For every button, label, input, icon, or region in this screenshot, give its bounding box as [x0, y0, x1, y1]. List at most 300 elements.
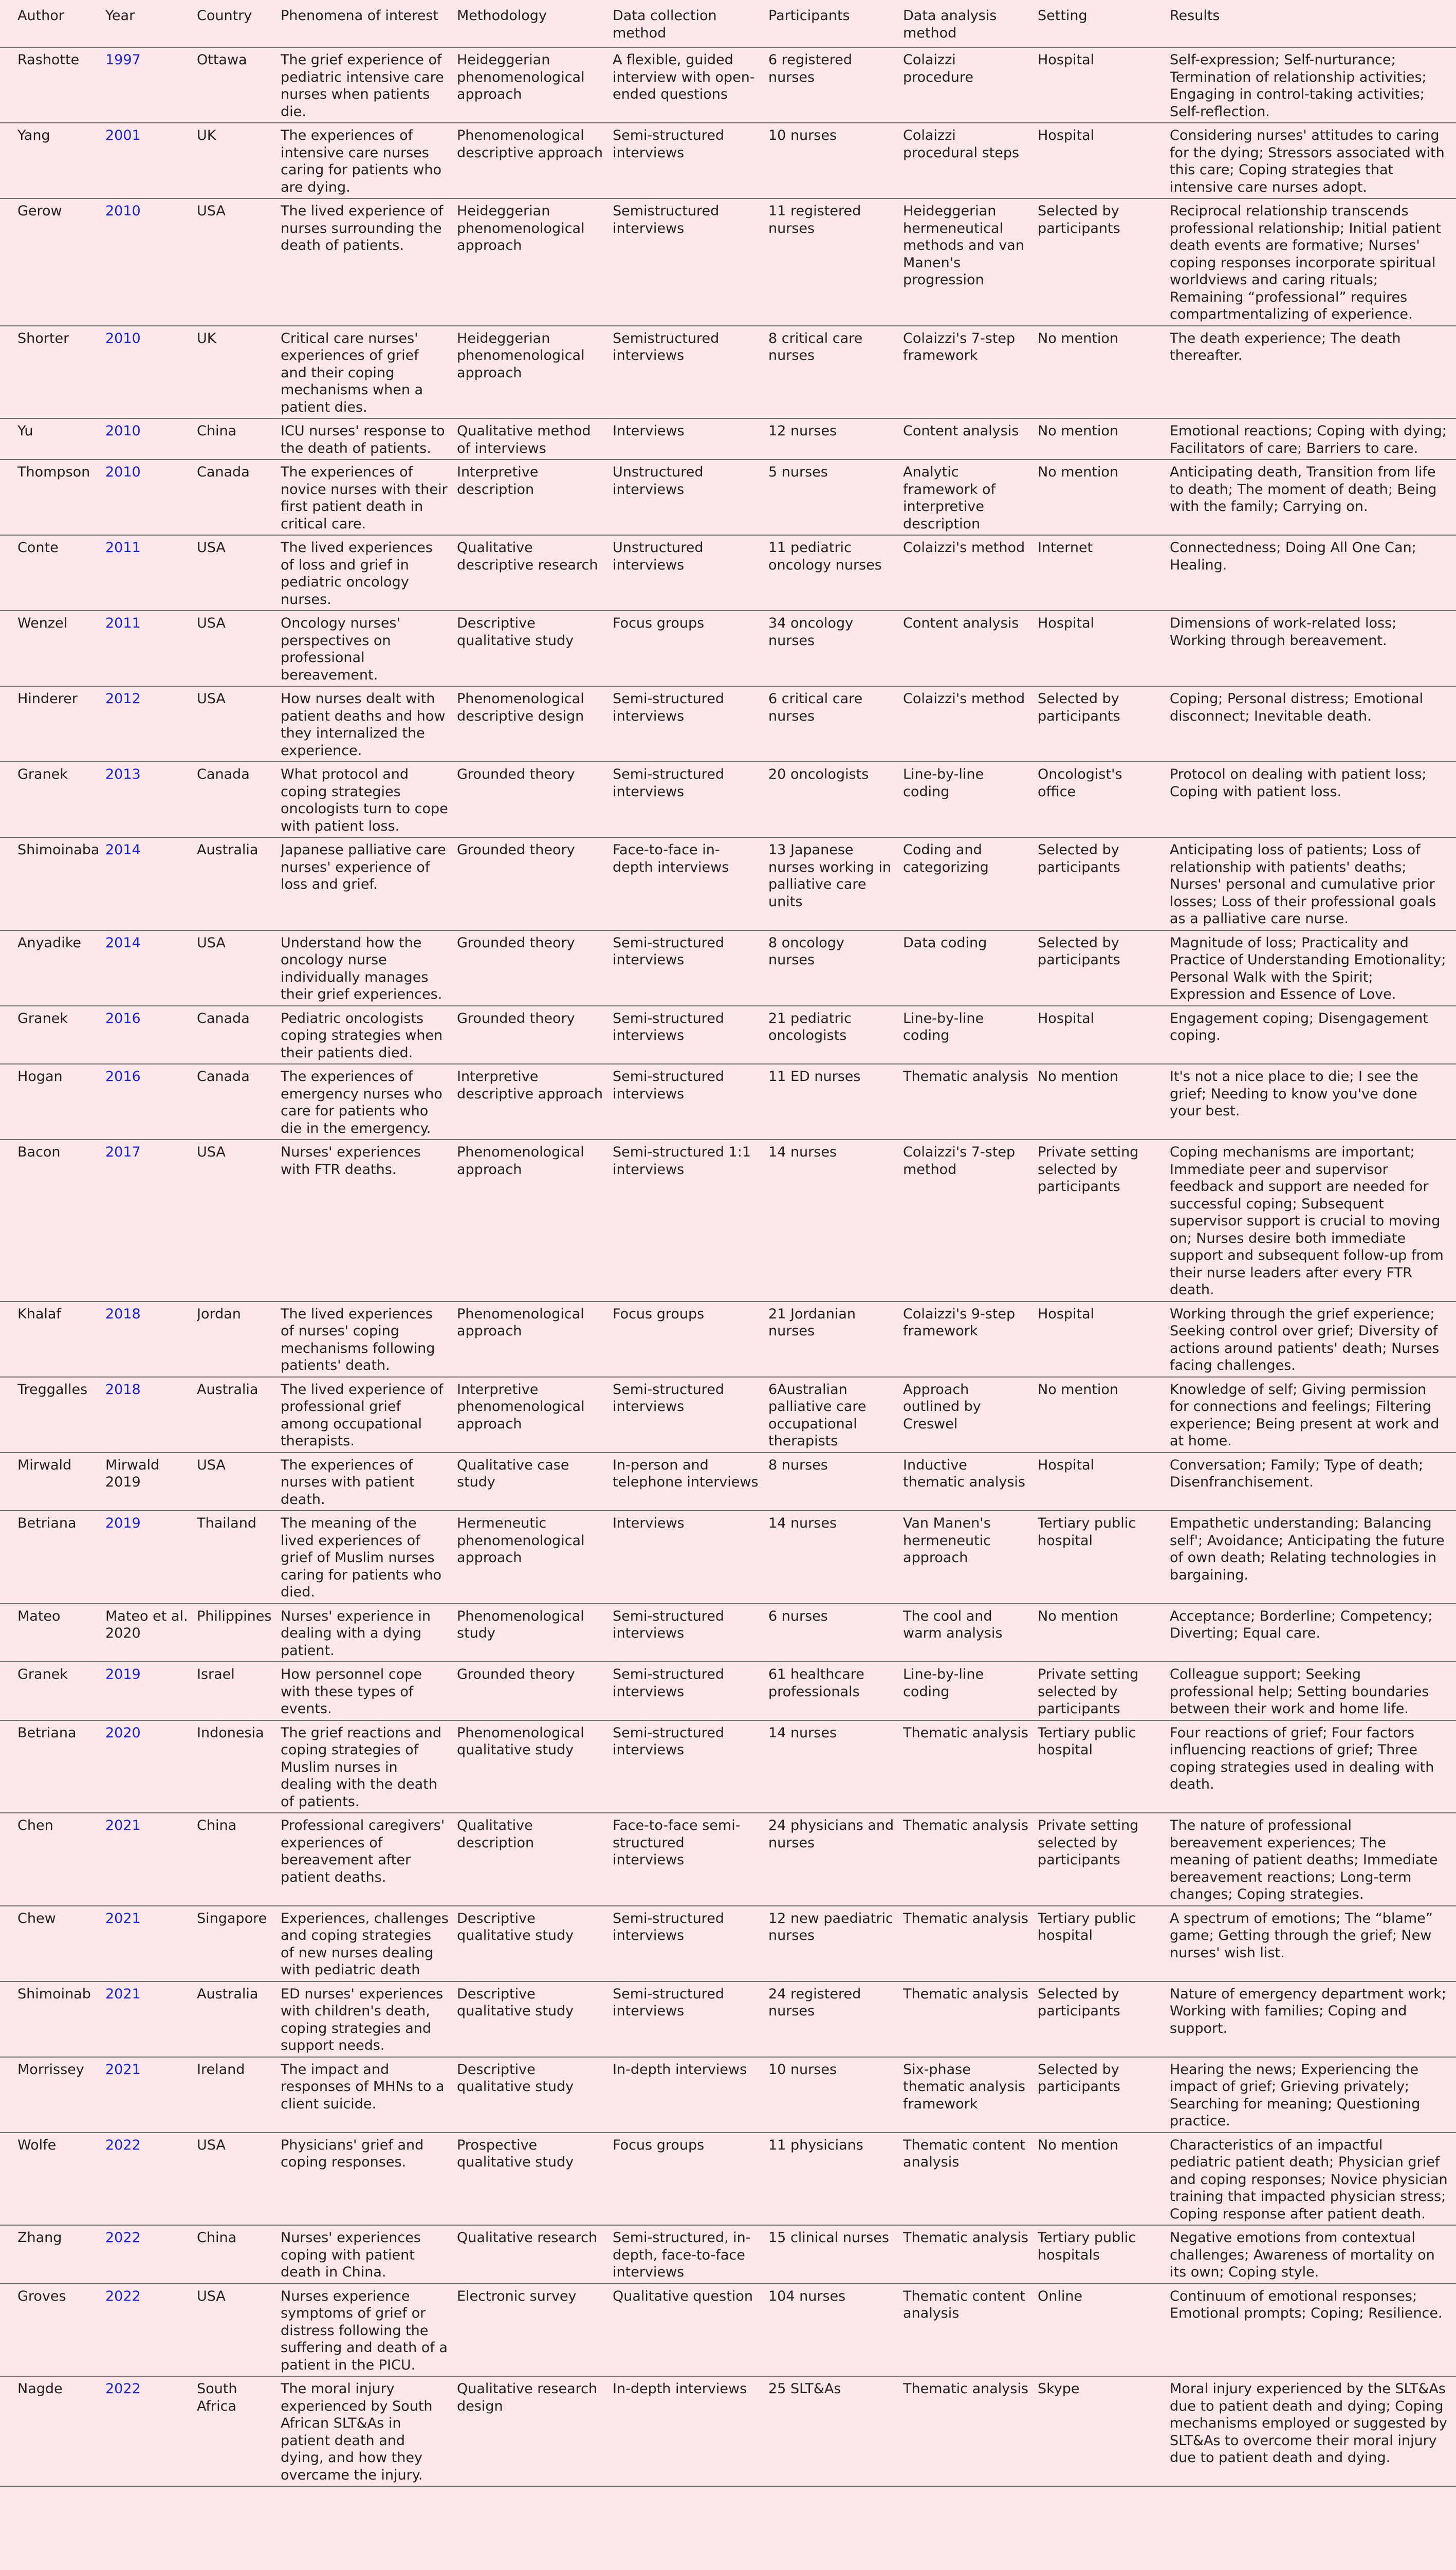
cell-results: Nature of emergency department work; Working with families; Coping and support.: [1170, 1981, 1456, 2057]
cell-data-analysis: Coding and categorizing: [903, 837, 1038, 930]
table-row: [0, 1301, 1456, 1377]
cell-methodology: Prospective qualitative study: [457, 2133, 613, 2226]
cell-data-collection: Unstructured interviews: [613, 535, 768, 611]
cell-phenomena: The grief experience of pediatric intensive care nurses when patients die.: [281, 47, 457, 123]
cell-methodology: Interpretive phenomenological approach: [457, 1377, 613, 1453]
cell-country: China: [197, 1813, 281, 1906]
cell-data-analysis: Analytic framework of interpretive description: [903, 460, 1038, 535]
cell-setting: Tertiary public hospital: [1038, 1720, 1170, 1813]
cell-methodology: Grounded theory: [457, 1662, 613, 1720]
cell-data-analysis: Colaizzi's method: [903, 535, 1038, 611]
table-row: [0, 1006, 1456, 1064]
cell-results: Magnitude of loss; Practicality and Practice of Understanding Emotionality; Personal Walk with the Spirit; Expression and Essence of Love.: [1170, 930, 1456, 1006]
cell-country: USA: [197, 686, 281, 762]
cell-data-analysis: Thematic analysis: [903, 1981, 1038, 2057]
header-results: Results: [1170, 0, 1456, 47]
cell-setting: Selected by participants: [1038, 930, 1170, 1006]
cell-phenomena: What protocol and coping strategies oncologists turn to cope with patient loss.: [281, 762, 457, 837]
cell-year-link[interactable]: 2001: [105, 123, 197, 198]
cell-setting: Private setting selected by participants: [1038, 1813, 1170, 1906]
cell-methodology: Grounded theory: [457, 837, 613, 930]
table-row: [0, 535, 1456, 611]
cell-data-analysis: The cool and warm analysis: [903, 1604, 1038, 1662]
cell-author: Granek: [0, 1006, 105, 1064]
cell-setting: Selected by participants: [1038, 198, 1170, 326]
cell-participants: 12 new paediatric nurses: [768, 1906, 903, 1981]
cell-participants: 24 registered nurses: [768, 1981, 903, 2057]
cell-phenomena: How nurses dealt with patient deaths and how they internalized the experience.: [281, 686, 457, 762]
cell-author: Groves: [0, 2284, 105, 2377]
cell-data-collection: Interviews: [613, 418, 768, 460]
cell-year-link[interactable]: 2010: [105, 198, 197, 326]
cell-year-link[interactable]: 2018: [105, 1377, 197, 1453]
cell-country: Australia: [197, 1377, 281, 1453]
cell-phenomena: The moral injury experienced by South African SLT&As in patient death and dying, and how they overcame the injury.: [281, 2376, 457, 2486]
cell-year-link[interactable]: 2021: [105, 2057, 197, 2133]
cell-methodology: Grounded theory: [457, 930, 613, 1006]
cell-country: Israel: [197, 1662, 281, 1720]
cell-participants: 10 nurses: [768, 2057, 903, 2133]
cell-participants: 13 Japanese nurses working in palliative care units: [768, 837, 903, 930]
cell-setting: Skype: [1038, 2376, 1170, 2486]
cell-phenomena: Pediatric oncologists coping strategies when their patients died.: [281, 1006, 457, 1064]
table-row: [0, 1720, 1456, 1813]
cell-author: Shimoinaba: [0, 837, 105, 930]
cell-country: China: [197, 2225, 281, 2284]
table-row: [0, 418, 1456, 460]
cell-data-collection: Semi-structured interviews: [613, 1377, 768, 1453]
cell-setting: Hospital: [1038, 47, 1170, 123]
cell-phenomena: Nurses' experiences coping with patient death in China.: [281, 2225, 457, 2284]
cell-country: USA: [197, 198, 281, 326]
cell-data-collection: Focus groups: [613, 1301, 768, 1377]
cell-data-analysis: Content analysis: [903, 611, 1038, 686]
cell-year-link[interactable]: 2011: [105, 611, 197, 686]
cell-phenomena: How personnel cope with these types of events.: [281, 1662, 457, 1720]
cell-year-link[interactable]: 2022: [105, 2225, 197, 2284]
cell-data-collection: Interviews: [613, 1511, 768, 1604]
cell-results: Four reactions of grief; Four factors influencing reactions of grief; Three coping strategies used in dealing with death.: [1170, 1720, 1456, 1813]
cell-data-analysis: Approach outlined by Creswel: [903, 1377, 1038, 1453]
cell-methodology: Grounded theory: [457, 1006, 613, 1064]
cell-setting: No mention: [1038, 2133, 1170, 2226]
cell-author: Khalaf: [0, 1301, 105, 1377]
cell-year-link[interactable]: 1997: [105, 47, 197, 123]
cell-phenomena: Nurses' experiences with FTR deaths.: [281, 1140, 457, 1301]
table-row: [0, 1906, 1456, 1981]
cell-country: Thailand: [197, 1511, 281, 1604]
cell-data-analysis: Inductive thematic analysis: [903, 1453, 1038, 1511]
cell-author: Betriana: [0, 1720, 105, 1813]
cell-author: Wenzel: [0, 611, 105, 686]
cell-author: Betriana: [0, 1511, 105, 1604]
cell-phenomena: The lived experience of nurses surrounding the death of patients.: [281, 198, 457, 326]
cell-data-collection: Unstructured interviews: [613, 460, 768, 535]
table-row: [0, 326, 1456, 419]
cell-country: Indonesia: [197, 1720, 281, 1813]
header-row: [0, 0, 1456, 47]
cell-data-collection: Semi-structured interviews: [613, 930, 768, 1006]
cell-phenomena: Critical care nurses' experiences of grief and their coping mechanisms when a patient dies.: [281, 326, 457, 419]
cell-phenomena: The experiences of nurses with patient death.: [281, 1453, 457, 1511]
cell-data-collection: Qualitative question: [613, 2284, 768, 2377]
cell-results: The death experience; The death thereafter.: [1170, 326, 1456, 419]
cell-data-analysis: Thematic content analysis: [903, 2133, 1038, 2226]
header-year: Year: [105, 0, 197, 47]
cell-results: Anticipating loss of patients; Loss of relationship with patients' deaths; Nurses' personal and cumulative prior losses; Loss of their professional goals as a palliative care nurse.: [1170, 837, 1456, 930]
cell-phenomena: Professional caregivers' experiences of bereavement after patient deaths.: [281, 1813, 457, 1906]
cell-setting: Selected by participants: [1038, 2057, 1170, 2133]
cell-phenomena: Experiences, challenges and coping strategies of new nurses dealing with pediatric death: [281, 1906, 457, 1981]
cell-author: Treggalles: [0, 1377, 105, 1453]
cell-data-analysis: Thematic analysis: [903, 2225, 1038, 2284]
cell-data-analysis: Colaizzi's 9-step framework: [903, 1301, 1038, 1377]
cell-author: Wolfe: [0, 2133, 105, 2226]
cell-year-link[interactable]: 2017: [105, 1140, 197, 1301]
cell-author: Mateo: [0, 1604, 105, 1662]
cell-country: Ottawa: [197, 47, 281, 123]
cell-methodology: Descriptive qualitative study: [457, 611, 613, 686]
cell-phenomena: The experiences of novice nurses with their first patient death in critical care.: [281, 460, 457, 535]
cell-methodology: Qualitative case study: [457, 1453, 613, 1511]
cell-year-link[interactable]: 2016: [105, 1064, 197, 1140]
cell-methodology: Qualitative descriptive research: [457, 535, 613, 611]
cell-participants: 6 registered nurses: [768, 47, 903, 123]
cell-results: Hearing the news; Experiencing the impact of grief; Grieving privately; Searching for meaning; Questioning practice.: [1170, 2057, 1456, 2133]
cell-data-collection: Semi-structured interviews: [613, 686, 768, 762]
cell-setting: Hospital: [1038, 123, 1170, 198]
cell-year-link[interactable]: 2022: [105, 2284, 197, 2377]
cell-results: Working through the grief experience; Seeking control over grief; Diversity of actions around patients' death; Nurses facing challenges.: [1170, 1301, 1456, 1377]
cell-data-analysis: Van Manen's hermeneutic approach: [903, 1511, 1038, 1604]
table-row: [0, 762, 1456, 837]
cell-methodology: Phenomenological descriptive approach: [457, 123, 613, 198]
cell-methodology: Phenomenological approach: [457, 1140, 613, 1301]
cell-data-collection: Semi-structured interviews: [613, 1006, 768, 1064]
cell-setting: No mention: [1038, 1377, 1170, 1453]
cell-participants: 10 nurses: [768, 123, 903, 198]
table-row: [0, 2225, 1456, 2284]
cell-author: Rashotte: [0, 47, 105, 123]
cell-participants: 8 critical care nurses: [768, 326, 903, 419]
cell-year-link[interactable]: 2012: [105, 686, 197, 762]
cell-country: Australia: [197, 837, 281, 930]
table-row: [0, 837, 1456, 930]
cell-methodology: Phenomenological approach: [457, 1301, 613, 1377]
cell-year-link[interactable]: 2013: [105, 762, 197, 837]
header-data-analysis: Data analysis method: [903, 0, 1038, 47]
table-row: [0, 1662, 1456, 1720]
cell-setting: Hospital: [1038, 1453, 1170, 1511]
cell-country: Jordan: [197, 1301, 281, 1377]
cell-data-analysis: Thematic content analysis: [903, 2284, 1038, 2377]
cell-phenomena: Nurses' experience in dealing with a dying patient.: [281, 1604, 457, 1662]
cell-country: China: [197, 418, 281, 460]
cell-participants: 8 nurses: [768, 1453, 903, 1511]
cell-participants: 8 oncology nurses: [768, 930, 903, 1006]
header-country: Country: [197, 0, 281, 47]
table-row: [0, 1981, 1456, 2057]
cell-data-analysis: Colaizzi's 7-step framework: [903, 326, 1038, 419]
cell-data-analysis: Colaizzi's method: [903, 686, 1038, 762]
cell-country: USA: [197, 2284, 281, 2377]
header-data-collection: Data collection method: [613, 0, 768, 47]
cell-results: The nature of professional bereavement experiences; The meaning of patient deaths; Immediate bereavement reactions; Long-term changes; Coping strategies.: [1170, 1813, 1456, 1906]
cell-methodology: Qualitative research design: [457, 2376, 613, 2486]
cell-data-analysis: Data coding: [903, 930, 1038, 1006]
cell-data-collection: Semi-structured interviews: [613, 1720, 768, 1813]
cell-country: USA: [197, 930, 281, 1006]
cell-participants: 25 SLT&As: [768, 2376, 903, 2486]
header-participants: Participants: [768, 0, 903, 47]
cell-data-analysis: Colaizzi procedural steps: [903, 123, 1038, 198]
cell-results: Acceptance; Borderline; Competency; Diverting; Equal care.: [1170, 1604, 1456, 1662]
cell-setting: No mention: [1038, 326, 1170, 419]
cell-setting: Hospital: [1038, 1006, 1170, 1064]
cell-methodology: Electronic survey: [457, 2284, 613, 2377]
cell-setting: Selected by participants: [1038, 837, 1170, 930]
cell-year-link[interactable]: 2010: [105, 418, 197, 460]
cell-setting: Tertiary public hospitals: [1038, 2225, 1170, 2284]
cell-author: Yu: [0, 418, 105, 460]
cell-year-link: Mirwald 2019: [105, 1453, 197, 1511]
cell-country: UK: [197, 123, 281, 198]
cell-data-collection: Semistructured interviews: [613, 198, 768, 326]
cell-methodology: Descriptive qualitative study: [457, 1981, 613, 2057]
cell-phenomena: ED nurses' experiences with children's death, coping strategies and support needs.: [281, 1981, 457, 2057]
cell-phenomena: The lived experiences of nurses' coping mechanisms following patients' death.: [281, 1301, 457, 1377]
cell-author: Yang: [0, 123, 105, 198]
table-row: [0, 611, 1456, 686]
cell-author: Hogan: [0, 1064, 105, 1140]
cell-phenomena: The meaning of the lived experiences of grief of Muslim nurses caring for patients who died.: [281, 1511, 457, 1604]
cell-setting: Online: [1038, 2284, 1170, 2377]
cell-author: Conte: [0, 535, 105, 611]
table-row: [0, 1064, 1456, 1140]
cell-country: USA: [197, 1140, 281, 1301]
cell-author: Granek: [0, 1662, 105, 1720]
cell-results: Considering nurses' attitudes to caring for the dying; Stressors associated with this care; Coping strategies that intensive care nurses adopt.: [1170, 123, 1456, 198]
cell-participants: 24 physicians and nurses: [768, 1813, 903, 1906]
table-row: [0, 198, 1456, 326]
cell-country: Ireland: [197, 2057, 281, 2133]
cell-results: Dimensions of work-related loss; Working through bereavement.: [1170, 611, 1456, 686]
cell-setting: Private setting selected by participants: [1038, 1140, 1170, 1301]
cell-data-collection: Semi-structured interviews: [613, 1981, 768, 2057]
header-phenomena: Phenomena of interest: [281, 0, 457, 47]
cell-methodology: Interpretive description: [457, 460, 613, 535]
cell-year-link[interactable]: 2016: [105, 1006, 197, 1064]
cell-phenomena: The experiences of emergency nurses who care for patients who die in the emergency.: [281, 1064, 457, 1140]
table-row: [0, 460, 1456, 535]
cell-setting: Private setting selected by participants: [1038, 1662, 1170, 1720]
table-row: [0, 2284, 1456, 2377]
cell-participants: 11 ED nurses: [768, 1064, 903, 1140]
cell-phenomena: The grief reactions and coping strategies of Muslim nurses in dealing with the death of patients.: [281, 1720, 457, 1813]
cell-author: Gerow: [0, 198, 105, 326]
cell-author: Shimoinab: [0, 1981, 105, 2057]
cell-results: Negative emotions from contextual challenges; Awareness of mortality on its own; Coping style.: [1170, 2225, 1456, 2284]
cell-data-analysis: Colaizzi procedure: [903, 47, 1038, 123]
cell-participants: 6 nurses: [768, 1604, 903, 1662]
table-row: [0, 123, 1456, 198]
cell-results: Conversation; Family; Type of death; Disenfranchisement.: [1170, 1453, 1456, 1511]
cell-results: Self-expression; Self-nurturance; Termination of relationship activities; Engaging in control-taking activities; Self-reflection.: [1170, 47, 1456, 123]
cell-data-collection: In-person and telephone interviews: [613, 1453, 768, 1511]
cell-participants: 14 nurses: [768, 1140, 903, 1301]
cell-phenomena: Physicians' grief and coping responses.: [281, 2133, 457, 2226]
cell-data-analysis: Thematic analysis: [903, 1813, 1038, 1906]
cell-data-collection: Semi-structured interviews: [613, 1662, 768, 1720]
cell-data-collection: Semi-structured interviews: [613, 762, 768, 837]
cell-participants: 15 clinical nurses: [768, 2225, 903, 2284]
cell-author: Anyadike: [0, 930, 105, 1006]
cell-data-analysis: Line-by-line coding: [903, 1662, 1038, 1720]
cell-country: USA: [197, 611, 281, 686]
cell-country: Canada: [197, 460, 281, 535]
cell-data-analysis: Line-by-line coding: [903, 762, 1038, 837]
cell-country: Philippines: [197, 1604, 281, 1662]
cell-methodology: Heideggerian phenomenological approach: [457, 47, 613, 123]
cell-author: Nagde: [0, 2376, 105, 2486]
cell-data-collection: Face-to-face semi-structured interviews: [613, 1813, 768, 1906]
header-author: Author: [0, 0, 105, 47]
cell-setting: No mention: [1038, 1064, 1170, 1140]
table-row: [0, 1604, 1456, 1662]
cell-results: Coping; Personal distress; Emotional disconnect; Inevitable death.: [1170, 686, 1456, 762]
cell-methodology: Descriptive qualitative study: [457, 2057, 613, 2133]
cell-data-collection: Semistructured interviews: [613, 326, 768, 419]
cell-participants: 21 pediatric oncologists: [768, 1006, 903, 1064]
table-row: [0, 47, 1456, 123]
cell-setting: Tertiary public hospital: [1038, 1906, 1170, 1981]
cell-phenomena: Understand how the oncology nurse individually manages their grief experiences.: [281, 930, 457, 1006]
cell-data-collection: A flexible, guided interview with open-ended questions: [613, 47, 768, 123]
cell-results: Empathetic understanding; Balancing self'; Avoidance; Anticipating the future of own death; Relating technologies in bargaining.: [1170, 1511, 1456, 1604]
cell-year-link[interactable]: 2011: [105, 535, 197, 611]
cell-country: USA: [197, 2133, 281, 2226]
cell-year-link[interactable]: 2014: [105, 930, 197, 1006]
table-row: [0, 1377, 1456, 1453]
cell-author: Morrissey: [0, 2057, 105, 2133]
cell-data-collection: Semi-structured interviews: [613, 1604, 768, 1662]
table-row: [0, 2376, 1456, 2486]
cell-year-link[interactable]: 2022: [105, 2133, 197, 2226]
cell-methodology: Hermeneutic phenomenological approach: [457, 1511, 613, 1604]
cell-participants: 104 nurses: [768, 2284, 903, 2377]
cell-setting: Internet: [1038, 535, 1170, 611]
cell-year-link[interactable]: 2014: [105, 837, 197, 930]
header-methodology: Methodology: [457, 0, 613, 47]
table-row: [0, 1453, 1456, 1511]
cell-phenomena: Nurses experience symptoms of grief or distress following the suffering and death of a patient in the PICU.: [281, 2284, 457, 2377]
cell-author: Bacon: [0, 1140, 105, 1301]
cell-results: Engagement coping; Disengagement coping.: [1170, 1006, 1456, 1064]
cell-setting: Hospital: [1038, 611, 1170, 686]
table-row: [0, 686, 1456, 762]
cell-data-analysis: Thematic analysis: [903, 2376, 1038, 2486]
cell-data-collection: Face-to-face in-depth interviews: [613, 837, 768, 930]
cell-results: Protocol on dealing with patient loss; Coping with patient loss.: [1170, 762, 1456, 837]
cell-year-link[interactable]: 2022: [105, 2376, 197, 2486]
cell-methodology: Interpretive descriptive approach: [457, 1064, 613, 1140]
table-row: [0, 1511, 1456, 1604]
cell-country: USA: [197, 1453, 281, 1511]
table-row: [0, 2133, 1456, 2226]
cell-setting: No mention: [1038, 418, 1170, 460]
cell-results: Characteristics of an impactful pediatric patient death; Physician grief and coping responses; Novice physician training that impacted physician stress; Coping response after patient death.: [1170, 2133, 1456, 2226]
cell-country: South Africa: [197, 2376, 281, 2486]
cell-year-link[interactable]: 2021: [105, 1981, 197, 2057]
cell-data-analysis: Thematic analysis: [903, 1720, 1038, 1813]
cell-year-link[interactable]: 2010: [105, 326, 197, 419]
cell-data-collection: Semi-structured, in-depth, face-to-face interviews: [613, 2225, 768, 2284]
cell-author: Chen: [0, 1813, 105, 1906]
cell-phenomena: Japanese palliative care nurses' experience of loss and grief.: [281, 837, 457, 930]
cell-year-link[interactable]: 2021: [105, 1813, 197, 1906]
cell-country: Singapore: [197, 1906, 281, 1981]
cell-year-link[interactable]: 2021: [105, 1906, 197, 1981]
cell-data-collection: In-depth interviews: [613, 2057, 768, 2133]
cell-author: Shorter: [0, 326, 105, 419]
cell-phenomena: The impact and responses of MHNs to a client suicide.: [281, 2057, 457, 2133]
cell-year-link[interactable]: 2019: [105, 1662, 197, 1720]
cell-data-collection: In-depth interviews: [613, 2376, 768, 2486]
cell-author: Mirwald: [0, 1453, 105, 1511]
cell-participants: 14 nurses: [768, 1511, 903, 1604]
cell-year-link[interactable]: 2019: [105, 1511, 197, 1604]
cell-data-collection: Focus groups: [613, 2133, 768, 2226]
cell-participants: 12 nurses: [768, 418, 903, 460]
cell-data-analysis: Six-phase thematic analysis framework: [903, 2057, 1038, 2133]
cell-results: It's not a nice place to die; I see the grief; Needing to know you've done your best.: [1170, 1064, 1456, 1140]
cell-data-collection: Semi-structured 1:1 interviews: [613, 1140, 768, 1301]
cell-results: Anticipating death, Transition from life to death; The moment of death; Being with the family; Carrying on.: [1170, 460, 1456, 535]
cell-phenomena: Oncology nurses' perspectives on professional bereavement.: [281, 611, 457, 686]
cell-methodology: Qualitative method of interviews: [457, 418, 613, 460]
cell-results: Emotional reactions; Coping with dying; Facilitators of care; Barriers to care.: [1170, 418, 1456, 460]
cell-phenomena: The lived experience of professional grief among occupational therapists.: [281, 1377, 457, 1453]
cell-setting: Tertiary public hospital: [1038, 1511, 1170, 1604]
cell-methodology: Qualitative description: [457, 1813, 613, 1906]
cell-data-collection: Semi-structured interviews: [613, 1906, 768, 1981]
cell-author: Zhang: [0, 2225, 105, 2284]
cell-data-collection: Semi-structured interviews: [613, 123, 768, 198]
cell-results: Knowledge of self; Giving permission for connections and feelings; Filtering experience; Being present at work and at home.: [1170, 1377, 1456, 1453]
cell-setting: Oncologist's office: [1038, 762, 1170, 837]
header-setting: Setting: [1038, 0, 1170, 47]
cell-year-link[interactable]: 2018: [105, 1301, 197, 1377]
cell-results: Connectedness; Doing All One Can; Healing.: [1170, 535, 1456, 611]
cell-results: Moral injury experienced by the SLT&As due to patient death and dying; Coping mechanisms employed or suggested by SLT&As to overcome their moral injury due to patient death and dying.: [1170, 2376, 1456, 2486]
cell-methodology: Descriptive qualitative study: [457, 1906, 613, 1981]
cell-year-link[interactable]: 2020: [105, 1720, 197, 1813]
cell-participants: 6Australian palliative care occupational therapists: [768, 1377, 903, 1453]
cell-methodology: Heideggerian phenomenological approach: [457, 198, 613, 326]
cell-year-link[interactable]: 2010: [105, 460, 197, 535]
cell-author: Granek: [0, 762, 105, 837]
cell-data-analysis: Colaizzi's 7-step method: [903, 1140, 1038, 1301]
cell-country: Canada: [197, 1064, 281, 1140]
cell-methodology: Grounded theory: [457, 762, 613, 837]
cell-setting: No mention: [1038, 1604, 1170, 1662]
cell-participants: 34 oncology nurses: [768, 611, 903, 686]
cell-author: Thompson: [0, 460, 105, 535]
cell-country: USA: [197, 535, 281, 611]
cell-setting: No mention: [1038, 460, 1170, 535]
table-row: [0, 930, 1456, 1006]
cell-data-collection: Focus groups: [613, 611, 768, 686]
